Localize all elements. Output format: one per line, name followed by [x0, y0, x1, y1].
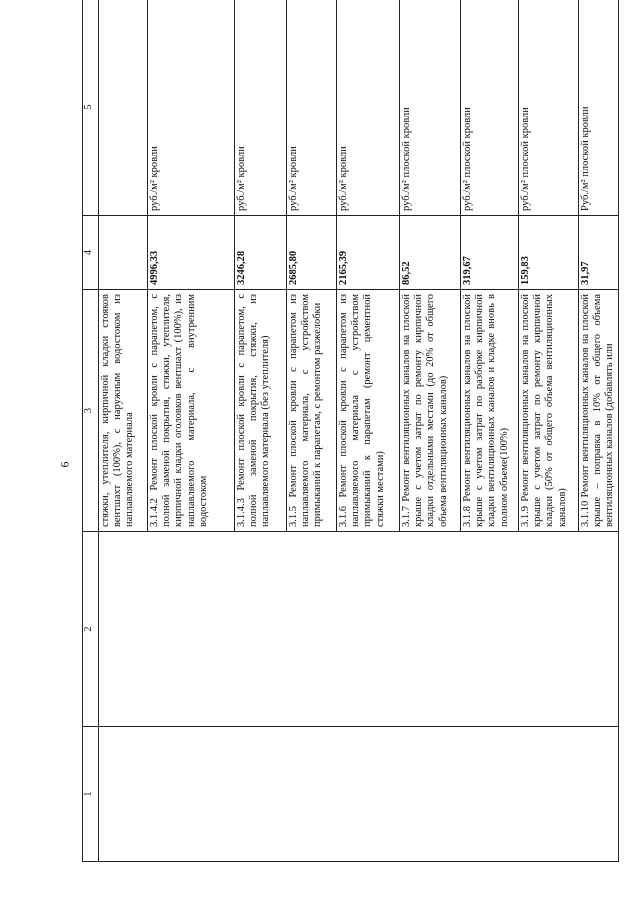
page-number: 6 [57, 461, 72, 468]
column-1-cell [99, 727, 619, 862]
price-table [82, 0, 619, 862]
row-unit: Руб./м² плоской кровли [579, 0, 619, 216]
row-unit [99, 0, 148, 216]
row-description: 3.1.7 Ремонт вентиляционных каналов на плоской крыше с учетом затрат по ремонту кирпичной кладки отдельными местами (до 20% от общего объема вентиляционных каналов) [400, 290, 461, 532]
rotated-table-sheet [82, 24, 616, 862]
row-unit: руб./м² плоской кровли [400, 0, 461, 216]
column-2-cell [99, 532, 619, 727]
table-row [99, 0, 148, 862]
row-description: 3.1.6 Ремонт плоской кровли с парапетом из наплавляемого материала с устройством примыканий к парапетам (ремонт цементной стяжки местами) [337, 290, 400, 532]
column-header-4: 4 [83, 216, 99, 290]
row-unit: руб./м² кровли [337, 0, 400, 216]
row-value: 4996,33 [148, 216, 235, 290]
column-header-2: 2 [83, 532, 99, 727]
row-value: 159,83 [519, 216, 579, 290]
column-header-1: 1 [83, 727, 99, 862]
row-value: 2685,80 [287, 216, 337, 290]
row-value: 31,97 [579, 216, 619, 290]
row-description: 3.1.9 Ремонт вентиляционных каналов на плоской крыше с учетом затрат по ремонту кирпичной кладки (50% от общего объема вентиляционных каналов) [519, 290, 579, 532]
row-value [99, 216, 148, 290]
header-row [83, 0, 99, 862]
row-description: 3.1.10 Ремонт вентиляционных каналов на плоской крыше – поправка в 10% от общего объема вентиляционных каналов (добавлять или [579, 290, 619, 532]
row-value: 319,67 [461, 216, 519, 290]
row-description: 3.1.8 Ремонт вентиляционных каналов на плоской крыше с учетом затрат по разборке кирпичной кладки вентиляционных каналов и кладке вновь в полном объеме(100%) [461, 290, 519, 532]
row-unit: руб./м² кровли [148, 0, 235, 216]
row-unit: руб./м² кровли [287, 0, 337, 216]
column-header-5: 5 [83, 0, 99, 216]
row-description: 3.1.4.3 Ремонт плоской кровли с парапетом, с полной заменой покрытия, стяжки, из наплавляемого материала (без утеплителя) [235, 290, 287, 532]
row-unit: руб./м² плоской кровли [519, 0, 579, 216]
column-header-3: 3 [83, 290, 99, 532]
row-value: 3246,28 [235, 216, 287, 290]
row-value: 2165,39 [337, 216, 400, 290]
row-value: 86,52 [400, 216, 461, 290]
row-unit: руб./м² плоской кровли [461, 0, 519, 216]
row-description: 3.1.4.2 Ремонт плоской кровли с парапетом, с полной заменой покрытия, стяжки, утеплителя, кирпичной кладки оголовков вентшахт (100%), из наплавляемого материала, с внутренним водостоком [148, 290, 235, 532]
row-description: 3.1.5 Ремонт плоской кровли с парапетом из наплавляемого материала, с устройством примыканий к парапетам, с ремонтом разжелобки [287, 290, 337, 532]
row-unit: руб./м² кровли [235, 0, 287, 216]
row-description: стяжки, утеплителя, кирпичной кладки стояков вентшахт (100%), с наружным водостоком из наплавляемого материала [99, 290, 148, 532]
